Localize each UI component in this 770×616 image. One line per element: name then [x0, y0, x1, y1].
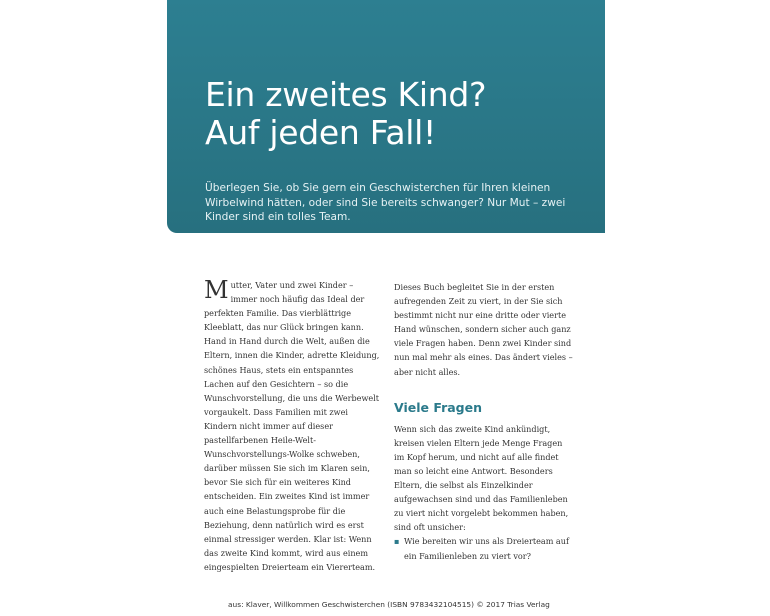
- chapter-title: [205, 76, 486, 152]
- bullet-item: ▪ Wie bereiten wir uns als Dreierteam auf ein Familienleben zu viert vor?: [394, 534, 574, 562]
- chapter-header-panel: [167, 0, 605, 233]
- drop-cap: M: [204, 276, 229, 304]
- text-column-right: [394, 280, 574, 563]
- text-column-left: [204, 278, 380, 574]
- body-paragraph: Wenn sich das zweite Kind ankündigt, kreisen vielen Eltern jede Menge Fragen im Kopf herum, und nicht auf alle findet man so leicht eine Antwort. Besonders Eltern, die selbst als Einzelkinder aufgewachsen sind und das Familienleben zu viert nicht vorgelebt bekommen haben, sind oft unsicher:: [394, 423, 569, 533]
- body-paragraph: Dieses Buch begleitet Sie in der ersten aufregenden Zeit zu viert, in der Sie sich bestimmt nicht nur eine dritte oder vierte Hand wünschen, sondern sicher auch ganz viele Fragen haben. Denn zwei Kinder sind nun mal mehr als eines. Das ändert vieles – aber nicht alles.: [394, 282, 573, 377]
- body-paragraph-text: utter, Vater und zwei Kinder – immer noch häufig das Ideal der perfekten Familie. Das vierblättrige Kleeblatt, das nur Glück bringen kann. Hand in Hand durch die Welt, außen die Eltern, innen die Kinder, adrette Kleidung, schönes Haus, stets ein entspanntes Lachen auf den Gesichtern – so die Wunschvorstellung, die uns die Werbewelt vorgaukelt. Dass Familien mit zwei Kindern nicht immer auf dieser pastellfarbenen Heile-Welt-Wunschvorstellungs-Wolke schweben, darüber müssen Sie sich im Klaren sein, bevor Sie sich für ein weiteres Kind entscheiden. Ein zweites Kind ist immer auch eine Belastungsprobe für die Beziehung, denn natürlich wird es erst einmal stressiger werden. Klar ist: Wenn das zweite Kind kommt, wird aus einem eingespielten Dreierteam ein Viererteam.: [204, 280, 380, 572]
- body-paragraph: [204, 278, 380, 574]
- section-subheading: Viele Fragen: [394, 399, 482, 415]
- chapter-intro: Überlegen Sie, ob Sie gern ein Geschwisterchen für Ihren kleinen Wirbelwind hätten, oder sind Sie bereits schwanger? Nur Mut – zwei Kinder sind ein tolles Team.: [205, 182, 566, 223]
- chapter-title-line-2: Auf jeden Fall!: [205, 113, 436, 152]
- chapter-title-line-1: Ein zweites Kind?: [205, 75, 487, 114]
- page-footer-citation: aus: Klaver, Willkommen Geschwisterchen (ISBN 9783432104515) © 2017 Trias Verlag: [228, 600, 550, 609]
